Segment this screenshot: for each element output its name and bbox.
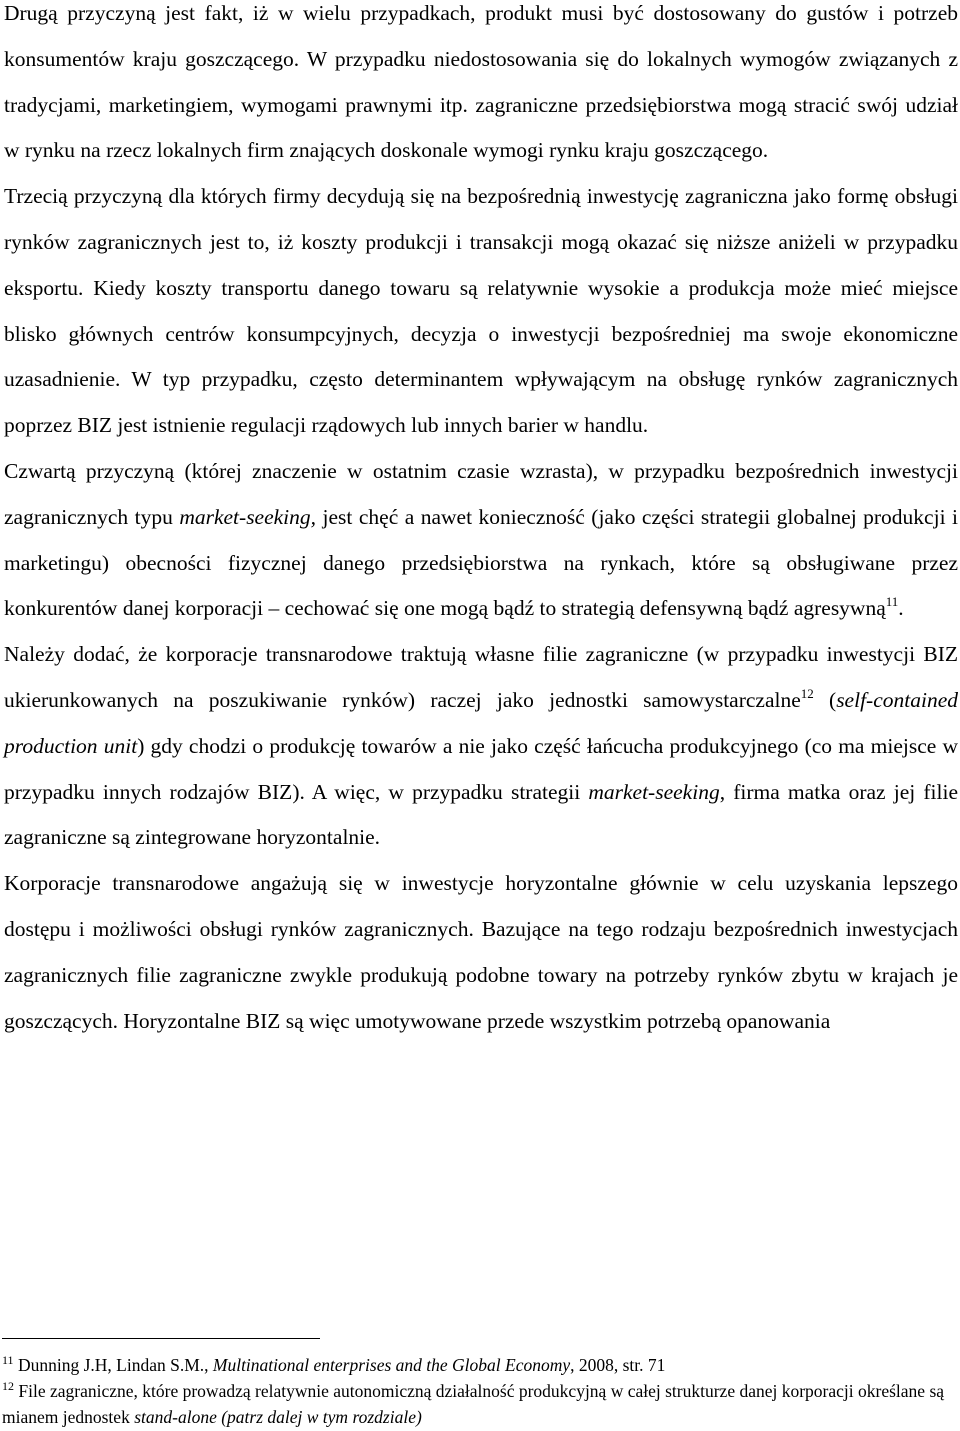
paragraph-text: ( <box>813 687 837 712</box>
paragraph-text: Czwartą przyczyną (której znaczenie w ostatnim czasie wzrasta), w przypadku bezpośrednich inwestycji zagranicznych typu <box>4 458 958 529</box>
paragraph-text: ) gdy chodzi o produkcję towarów a nie jako część łańcucha produkcyjnego (co ma miejsce w przypadku innych rodzajów BIZ). A więc, w przypadku strategii <box>4 733 958 804</box>
footnote-text: , 2008, str. 71 <box>570 1355 666 1375</box>
paragraph-second-reason <box>4 0 958 174</box>
footnote-italic-text: stand-alone (patrz dalej w tym rozdziale) <box>134 1407 422 1427</box>
italic-term: market-seeking, <box>179 504 317 529</box>
footnote-12 <box>2 1378 954 1430</box>
footnote-ref-11[interactable]: 11 <box>885 594 899 610</box>
italic-term: self-contained production unit <box>4 687 958 758</box>
paragraph-text: Trzecią przyczyną dla których firmy decydują się na bezpośrednią inwestycję zagraniczna jako formę obsługi rynków zagranicznych jest to, iż koszty produkcji i transakcji mogą okazać się niższe aniżeli w przypadku eksportu. Kiedy koszty transportu danego towaru są relatywnie wysokie a produkcja może mieć miejsce blisko głównych centrów konsumpcyjnych, decyzja o inwestycji bezpośredniej ma swoje ekonomiczne uzasadnienie. W typ przypadku, często determinantem wpływającym na obsługę rynków zagranicznych poprzez BIZ jest istnienie regulacji rządowych lub innych barier w handlu. <box>4 184 958 438</box>
footnote-ref-12[interactable]: 12 <box>800 685 814 701</box>
paragraph-text: . <box>898 596 904 621</box>
paragraph-text: Korporacje transnarodowe angażują się w inwestycje horyzontalne głównie w celu uzyskania lepszego dostępu i możliwości obsługi rynków zagranicznych. Bazujące na tego rodzaju bezpośrednich inwestycjach zagranicznych filie zagraniczne zwykle produkują podobne towary na potrzeby rynków zbytu w krajach je goszczących. Horyzontalne BIZ są więc umotywowane przede wszystkim potrzebą opanowania <box>4 871 958 1033</box>
paragraph-horizontal-integration <box>4 632 958 861</box>
paragraph-text: Należy dodać, że korporacje transnarodowe traktują własne filie zagraniczne (w przypadku inwestycji BIZ ukierunkowanych na poszukiwanie rynków) raczej jako jednostki samowystarczalne <box>4 642 958 712</box>
body-text <box>4 0 958 1044</box>
paragraph-horizontal-investment <box>4 861 958 1044</box>
footnote-number: 11 <box>2 1353 14 1367</box>
footnote-book-title: Multinational enterprises and the Global Economy <box>212 1355 571 1375</box>
footnotes <box>2 1352 954 1430</box>
paragraph-fourth-reason <box>4 449 958 632</box>
document-page <box>4 0 958 1053</box>
italic-term: market-seeking <box>588 779 720 804</box>
footnote-separator <box>2 1338 320 1339</box>
paragraph-text: , firma matka oraz jej filie zagraniczne są zintegrowane horyzontalnie. <box>4 779 958 850</box>
paragraph-third-reason <box>4 174 958 449</box>
footnote-number: 12 <box>2 1379 14 1393</box>
paragraph-text: jest chęć a nawet konieczność (jako części strategii globalnej produkcji i marketingu) obecności fizycznej danego przedsiębiorstwa na rynkach, które są obsługiwane przez konkurentów danej korporacji – cechować się one mogą bądź to strategią defensywną bądź agresywną <box>4 504 958 621</box>
footnote-11 <box>2 1352 954 1378</box>
footnote-text: Dunning J.H, Lindan S.M., <box>13 1355 213 1375</box>
footnote-text: File zagraniczne, które prowadzą relatywnie autonomiczną działalność produkcyjną w całej strukturze danej korporacji określane są mianem jednostek <box>2 1381 945 1427</box>
paragraph-text: Drugą przyczyną jest fakt, iż w wielu przypadkach, produkt musi być dostosowany do gustów i potrzeb konsumentów kraju goszczącego. W przypadku niedostosowania się do lokalnych wymogów związanych z tradycjami, marketingiem, wymogami prawnymi itp. zagraniczne przedsiębiorstwa mogą stracić swój udział w rynku na rzecz lokalnych firm znających doskonale wymogi rynku kraju goszczącego. <box>4 1 958 163</box>
